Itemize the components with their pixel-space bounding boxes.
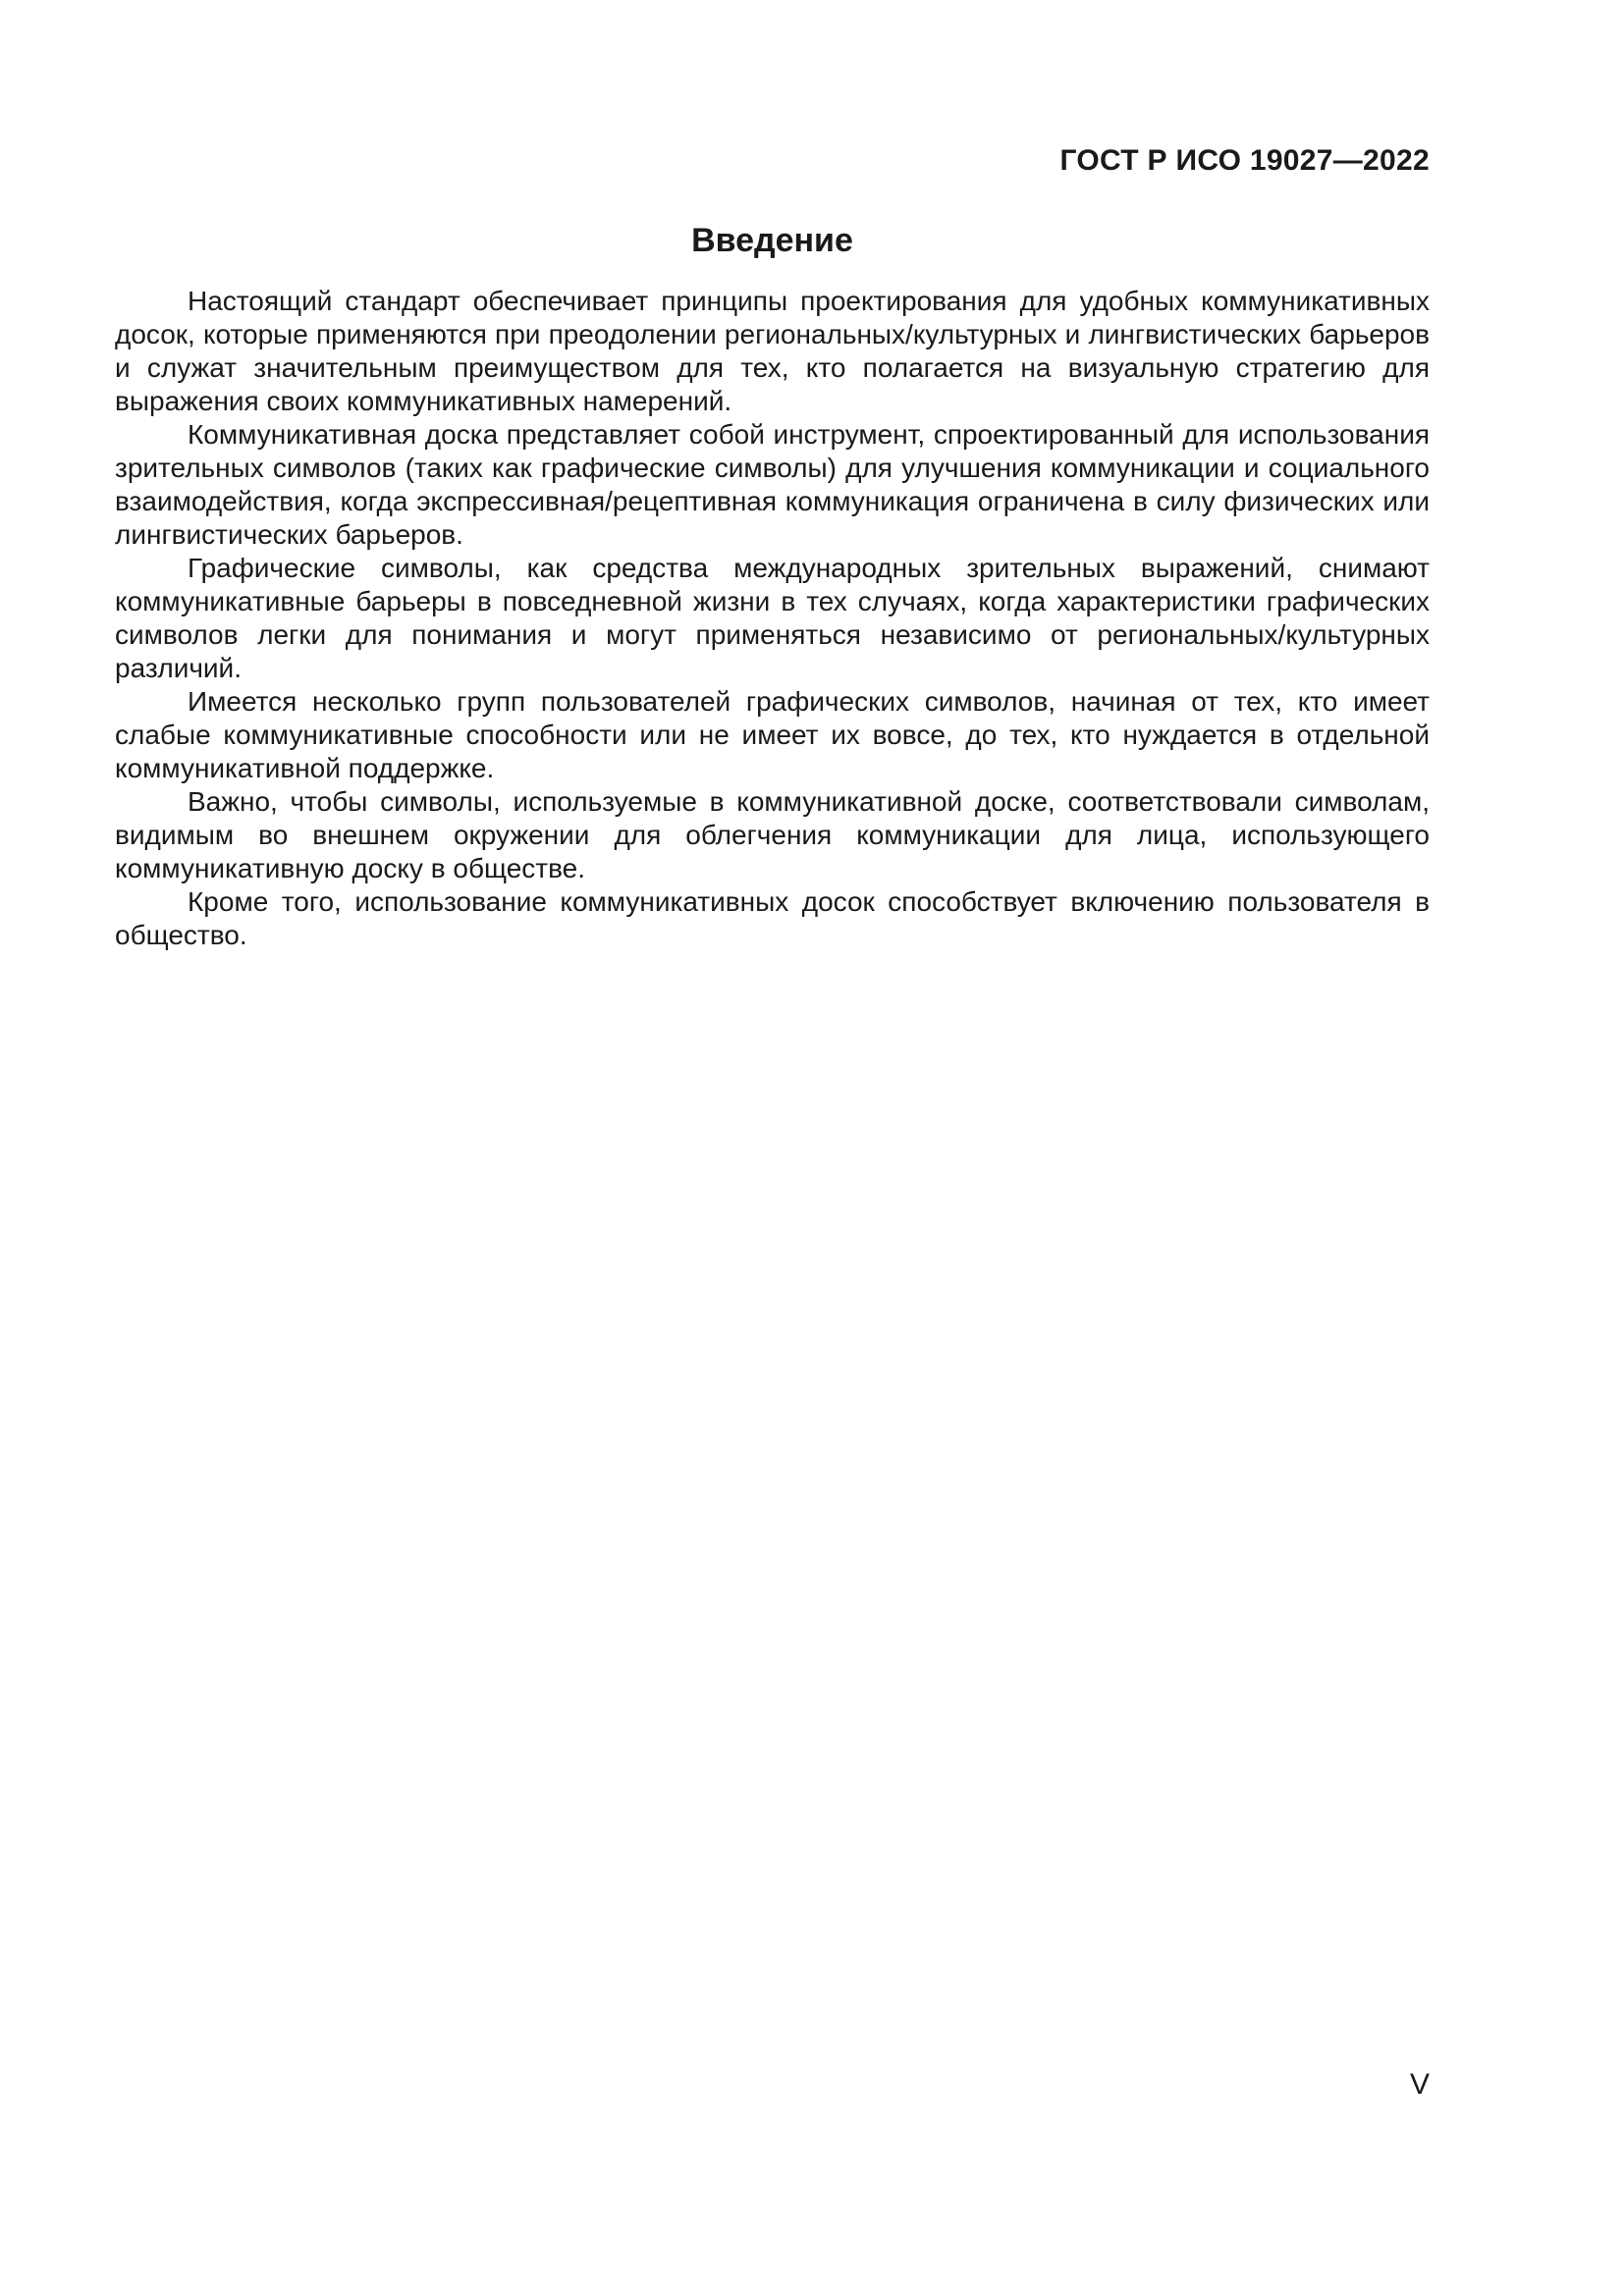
paragraph: Важно, чтобы символы, используемые в коммуникативной доске, соответствовали символам, видимым во внешнем окружении для облегчения коммуникации для лица, использующего коммуникативную доску в обществе.: [115, 786, 1430, 883]
section-title: Введение: [691, 222, 853, 259]
paragraph: Кроме того, использование коммуникативных досок способствует включению пользователя в общество.: [115, 886, 1430, 950]
page-number: V: [1409, 2068, 1430, 2101]
running-header: ГОСТ Р ИСО 19027—2022: [1059, 144, 1430, 177]
paragraph: Настоящий стандарт обеспечивает принципы проектирования для удобных коммуникативных досок, которые применяются при преодолении региональных/культурных и лингвистических барьеров и служат значительным преимуществом для тех, кто полагается на визуальную стратегию для выражения своих коммуникативных намерений.: [115, 286, 1430, 416]
document-body: [115, 285, 1430, 952]
paragraph: Графические символы, как средства международных зрительных выражений, снимают коммуникативные барьеры в повседневной жизни в тех случаях, когда характеристики графических символов легки для понимания и могут применяться независимо от региональных/культурных различий.: [115, 553, 1430, 683]
paragraph: Коммуникативная доска представляет собой инструмент, спроектированный для использования зрительных символов (таких как графические символы) для улучшения коммуникации и социального взаимодействия, когда экспрессивная/рецептивная коммуникация ограничена в силу физических или лингвистических барьеров.: [115, 419, 1430, 550]
paragraph: Имеется несколько групп пользователей графических символов, начиная от тех, кто имеет слабые коммуникативные способности или не имеет их вовсе, до тех, кто нуждается в отдельной коммуникативной поддержке.: [115, 686, 1430, 783]
